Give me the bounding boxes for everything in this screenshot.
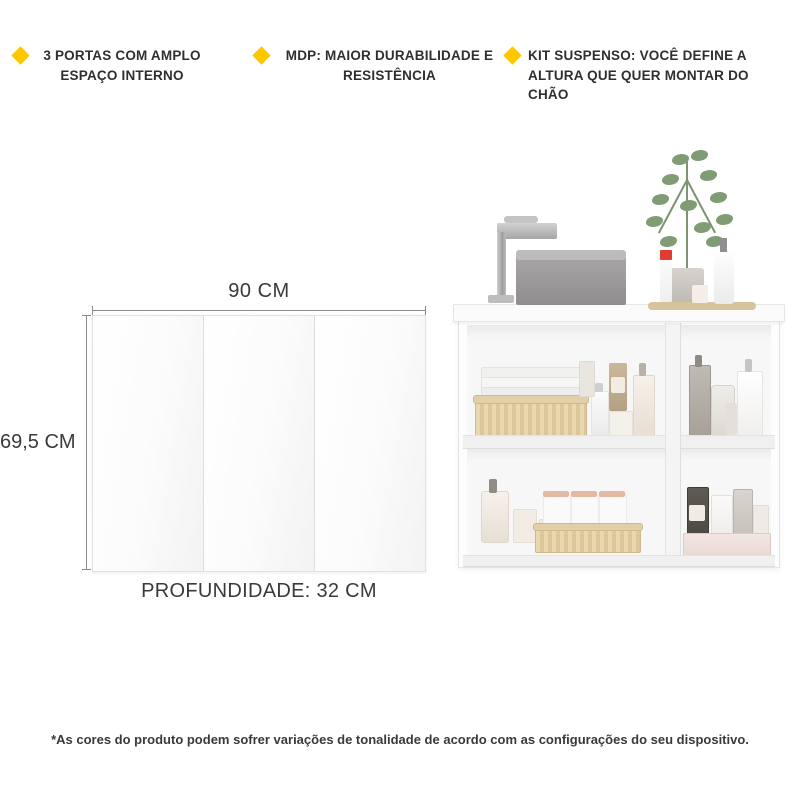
pump-head-icon [745, 359, 752, 372]
lotion-bottle [689, 365, 711, 437]
measure-tick-top [82, 315, 91, 316]
cabinet-closed-illustration [92, 315, 426, 572]
pump-head-icon [695, 355, 702, 367]
basin-rim [516, 250, 626, 260]
plant-leaf [660, 236, 677, 247]
plant-leaf [680, 200, 697, 211]
measure-tick-bottom [82, 569, 91, 570]
plant-stem [686, 160, 688, 272]
small-jar [692, 285, 708, 303]
feature-item-1 [14, 46, 254, 85]
cabinet-door-3 [315, 316, 425, 571]
feature-list [14, 46, 786, 105]
wash-basin [516, 255, 626, 305]
cabinet-door-2 [204, 316, 315, 571]
faucet-column [497, 232, 506, 298]
tall-bottle [579, 361, 595, 397]
plant-leaf [662, 174, 679, 185]
measure-line [86, 315, 87, 570]
plant-leaf [652, 194, 669, 205]
diamond-icon [11, 46, 29, 64]
footnote-text: *As cores do produto podem sofrer variações de tonalidade de acordo com as configurações do seu dispositivo. [51, 732, 749, 747]
canister-lid [571, 491, 597, 497]
soap-dispenser-top [714, 250, 734, 304]
depth-label: PROFUNDIDADE: 32 CM [141, 580, 377, 602]
width-label: 90 CM [228, 280, 290, 302]
shelf-middle [463, 435, 775, 449]
width-dimension [92, 280, 426, 315]
cabinet-door-1 [93, 316, 204, 571]
feature-item-2 [255, 46, 505, 85]
bottle-label [689, 505, 705, 521]
feature-item-1-label: 3 PORTAS COM AMPLO ESPAÇO INTERNO [43, 48, 201, 83]
small-tube [725, 403, 737, 435]
height-label: 69,5 CM [0, 431, 76, 453]
cream-jar [609, 411, 633, 437]
plant-leaf [710, 192, 727, 203]
plant-leaf [716, 214, 733, 225]
plant-leaf [694, 222, 711, 233]
pump-head-icon [489, 479, 497, 493]
height-dimension [0, 315, 84, 570]
plant-leaf [700, 170, 717, 181]
cabinet-open-carcass [458, 318, 780, 568]
feature-item-2-label: MDP: MAIOR DURABILIDADE E RESISTÊNCIA [285, 48, 494, 83]
pump-bottle [633, 375, 655, 437]
feature-item-3 [506, 46, 786, 105]
measure-line [92, 310, 426, 311]
product-scene-illustration [448, 140, 788, 580]
shelf-bottom [463, 555, 775, 567]
basket-rim [473, 395, 589, 404]
diamond-icon [503, 46, 521, 64]
bottle-cap-icon [595, 383, 603, 392]
width-measure-bar [92, 306, 426, 315]
height-measure-bar [82, 315, 84, 570]
plant-leaf [691, 150, 708, 161]
soap-pump-icon [720, 238, 727, 252]
shampoo-bottle [591, 391, 609, 437]
wooden-tray [648, 302, 756, 310]
feature-item-3-label: KIT SUSPENSO: VOCÊ DEFINE A ALTURA QUE QUER MONTAR DO CHÃO [528, 48, 749, 103]
faucet-base [488, 295, 514, 303]
faucet-handle [504, 216, 538, 223]
bottle-label [611, 377, 625, 393]
measure-tick-right [425, 306, 426, 315]
toothpaste-cap-icon [660, 250, 672, 260]
faucet-spout [497, 223, 557, 239]
soap-dispenser [481, 491, 509, 543]
white-pump-bottle [737, 371, 763, 437]
basket-rim [533, 523, 643, 531]
interior-shadow [681, 447, 771, 483]
pump-head-icon [639, 363, 646, 376]
interior-shadow [467, 447, 665, 483]
canister-lid [599, 491, 625, 497]
canister-lid [543, 491, 569, 497]
measure-tick-left [92, 306, 93, 315]
diamond-icon [252, 46, 270, 64]
vertical-divider [665, 323, 681, 557]
interior-shadow [467, 325, 665, 361]
